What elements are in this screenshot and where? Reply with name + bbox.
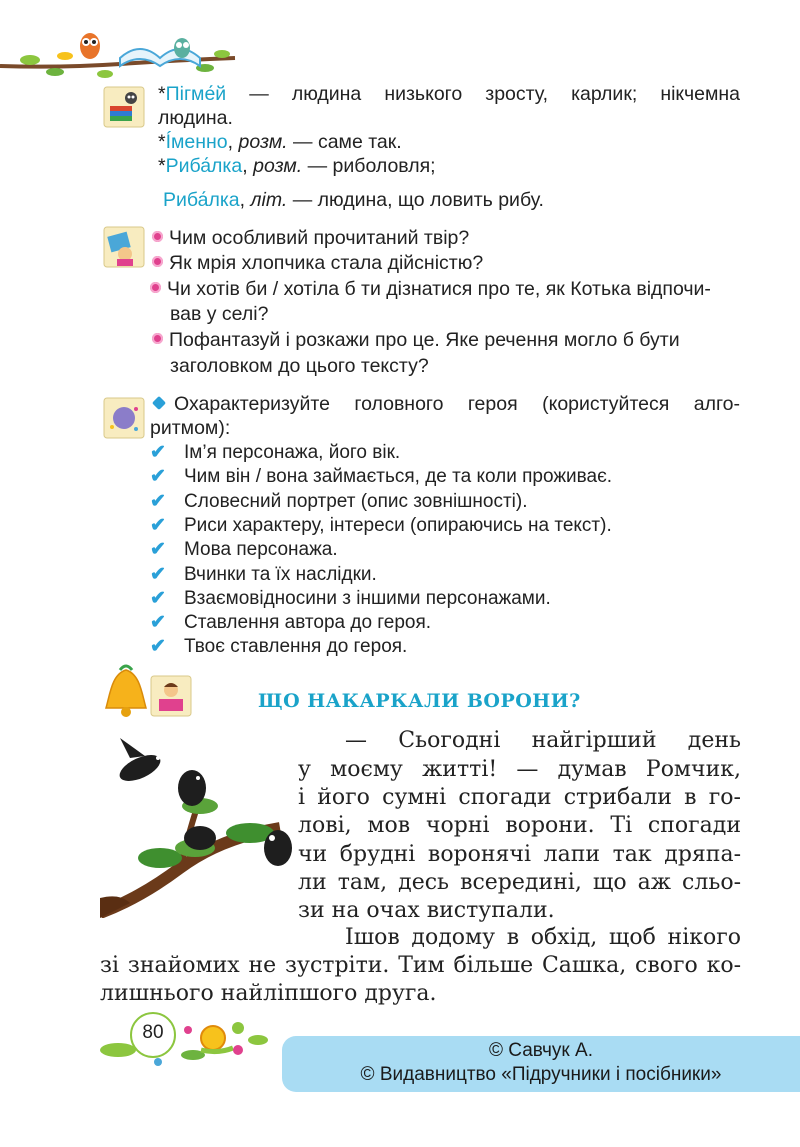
glossary-entry-rybalka1 — [158, 154, 436, 178]
checklist-item-text: Взаємовідносини з іншими персонажами. — [184, 587, 551, 609]
asterisk: * — [158, 131, 166, 153]
glossary-separator: , — [242, 155, 254, 177]
bullet-icon — [152, 231, 163, 242]
question-3: Чи хотів би / хотіла б ти дізнатися про те, як Котька відпочи- — [150, 277, 711, 301]
question-3-cont: вав у селі? — [170, 303, 269, 325]
glossary-definition: — людина, що ловить рибу. — [287, 189, 544, 211]
bell-icon — [102, 664, 150, 720]
checklist-item — [150, 563, 377, 587]
glossary-term: Риба́лка — [163, 189, 240, 211]
checklist-item-text: Вчинки та їх наслідки. — [184, 563, 377, 585]
story-line: зі знайомих не зустріти. Тим більше Сашка, свого ко- — [100, 953, 741, 978]
checkmark-icon: ✔ — [150, 466, 166, 488]
footer-flowers-snail-illustration — [98, 1010, 278, 1070]
page-number: 80 — [142, 1022, 164, 1043]
crows-on-branch-illustration — [100, 728, 300, 918]
glossary-entry-rybalka2 — [163, 188, 544, 212]
checklist-item — [150, 465, 612, 489]
copyright-author: © Савчук А. — [489, 1040, 593, 1061]
story-line: і його сумні спогади стрибали в го- — [298, 785, 741, 810]
checklist-item-text: Риси характеру, інтереси (опираючись на текст). — [184, 514, 612, 536]
checklist-item — [150, 514, 612, 538]
glossary-mark: розм. — [253, 155, 303, 177]
story-line: зи на очах виступали. — [298, 898, 555, 923]
checkmark-icon: ✔ — [150, 514, 166, 536]
glossary-separator: , — [239, 189, 251, 211]
glossary-term: Риба́лка — [165, 155, 243, 177]
checkmark-icon: ✔ — [150, 539, 166, 561]
glossary-mark: літ. — [250, 189, 288, 211]
reading-child-icon — [150, 675, 192, 717]
copyright-publisher: © Видавництво «Підручники і посібники» — [360, 1064, 722, 1085]
story-line: ли там, десь всередині, що аж сльо- — [298, 870, 741, 895]
glossary-entry-pigmei-cont: людина. — [158, 107, 233, 129]
story-line: — Сьогодні найгірший день — [345, 728, 741, 753]
checkmark-icon: ✔ — [150, 587, 166, 609]
story-line: чи брудні воронячі лапи так дряпа- — [298, 842, 741, 867]
question-1: Чим особливий прочитаний твір? — [152, 226, 469, 250]
diamond-bullet-icon — [152, 396, 166, 410]
glossary-mark: розм. — [238, 131, 288, 153]
questions-icon — [103, 226, 145, 268]
checklist-item-text: Чим він / вона займається, де та коли проживає. — [184, 466, 613, 488]
checklist-item — [150, 538, 338, 562]
glossary-definition: — саме так. — [287, 131, 402, 153]
task-icon — [103, 397, 145, 439]
bullet-icon — [150, 282, 161, 293]
glossary-separator: , — [227, 131, 239, 153]
bullet-icon — [152, 256, 163, 267]
glossary-entry-pigmei — [158, 82, 740, 106]
asterisk: * — [158, 83, 166, 105]
asterisk: * — [158, 155, 166, 177]
story-line: лові, мов чорні ворони. Ті спогади — [298, 813, 741, 838]
story-line: лишнього найліпшого друга. — [100, 981, 437, 1006]
checklist-item — [150, 635, 407, 659]
checkmark-icon: ✔ — [150, 442, 166, 463]
checklist-item-text: Твоє ставлення до героя. — [184, 636, 408, 658]
checkmark-icon: ✔ — [150, 490, 166, 512]
bullet-icon — [152, 333, 163, 344]
dictionary-icon — [103, 86, 145, 128]
checklist-item-text: Ім’я персонажа, його вік. — [184, 442, 401, 463]
glossary-term: Íменно — [165, 131, 228, 153]
checkmark-icon: ✔ — [150, 563, 166, 585]
checklist-item-text: Словесний портрет (опис зовнішності). — [184, 490, 528, 512]
question-4-cont: заголовком до цього тексту? — [170, 355, 429, 377]
checkmark-icon: ✔ — [150, 636, 166, 658]
checkmark-icon: ✔ — [150, 612, 166, 634]
checklist-item — [150, 490, 528, 514]
question-4: Пофантазуй і розкажи про це. Яке речення могло б бути — [152, 328, 680, 352]
checklist-item — [150, 441, 400, 465]
story-title: ЩО НАКАРКАЛИ ВОРОНИ? — [258, 690, 581, 712]
task-instruction: Охарактеризуйте головного героя (користуйтеся алго- — [150, 392, 740, 416]
checklist-item — [150, 611, 431, 635]
story-line: у моєму житті! — думав Ромчик, — [298, 757, 741, 782]
glossary-entry-imenno — [158, 130, 402, 154]
header-branch-illustration — [0, 28, 240, 83]
checklist-item-text: Мова персонажа. — [184, 539, 338, 561]
glossary-definition: — риболовля; — [302, 155, 436, 177]
task-instruction-cont: ритмом): — [150, 417, 231, 439]
glossary-definition: — людина низького зросту, карлик; нікчемна — [226, 83, 740, 105]
copyright-band — [282, 1036, 800, 1092]
story-line: Ішов додому в обхід, щоб нікого — [345, 925, 741, 950]
checklist-item — [150, 587, 551, 611]
glossary-term: Пігме́й — [165, 83, 227, 105]
question-2: Як мрія хлопчика стала дійсністю? — [152, 251, 483, 275]
checklist-item-text: Ставлення автора до героя. — [184, 612, 432, 634]
